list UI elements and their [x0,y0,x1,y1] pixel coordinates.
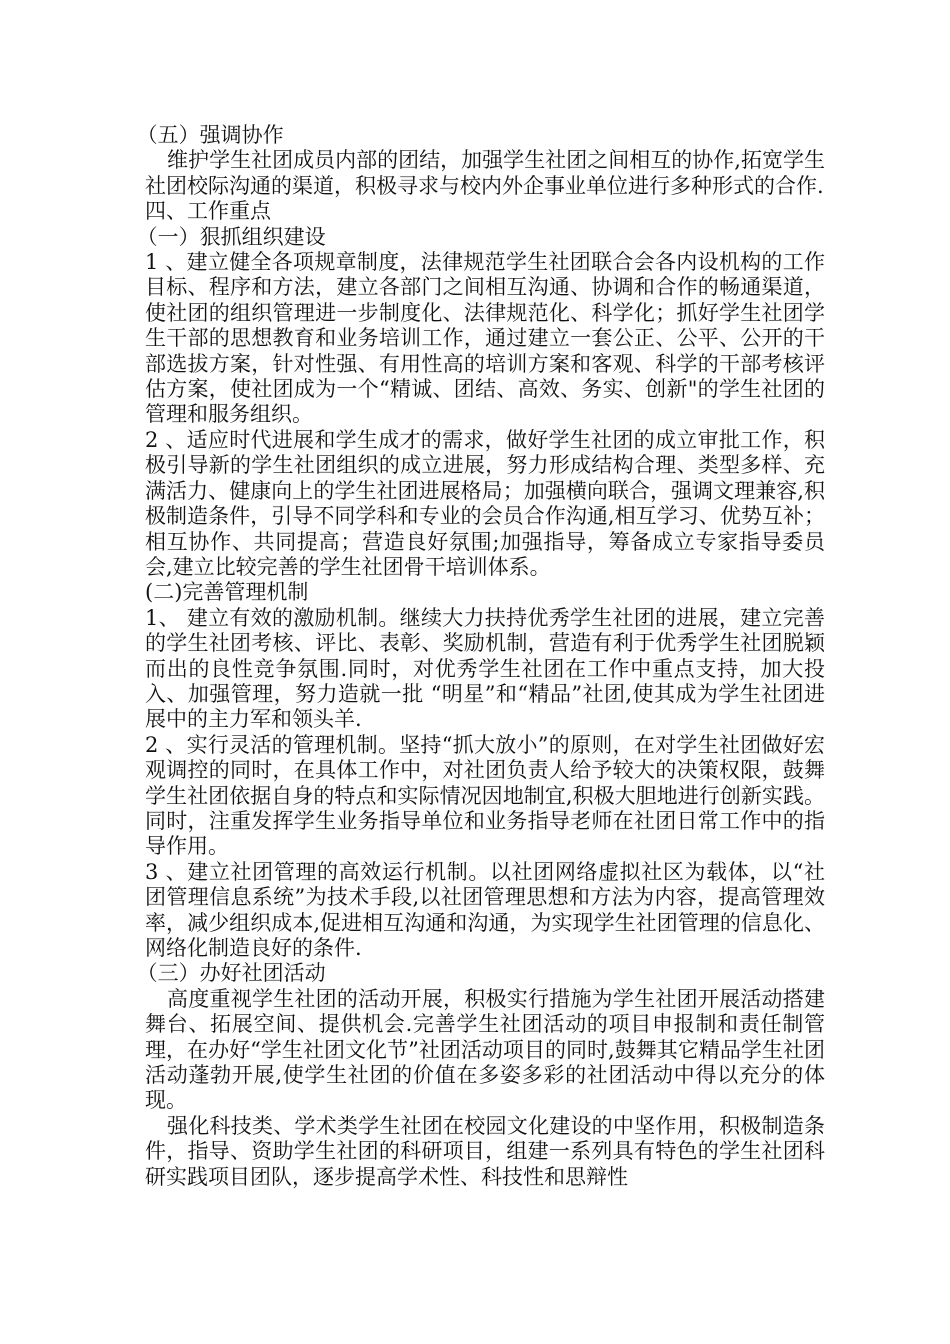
subsection-heading-organization: （一）狠抓组织建设 [136,224,326,249]
paragraph-management-3: 3 、建立社团管理的高效运行机制。以社团网络虚拟社区为载体，以“社团管理信息系统”为技术手段,以社团管理思想和方法为内容，提高管理效率，减少组织成本,促进相互沟通和沟通，为实现学生社团管理的信息化、网络化制造良好的条件. [145,859,825,960]
document-body [136,123,825,1190]
subsection-heading-management: (二)完善管理机制 [145,580,309,605]
paragraph-activities-2: 强化科技类、学术类学生社团在校园文化建设的中坚作用，积极制造条件，指导、资助学生社团的科研项目，组建一系列具有特色的学生社团科研实践项目团队，逐步提高学术性、科技性和思辩性 [145,1113,825,1189]
paragraph-activities-1: 高度重视学生社团的活动开展，积极实行措施为学生社团开展活动搭建舞台、拓展空间、提供机会.完善学生社团活动的项目申报制和责任制管理，在办好“学生社团文化节”社团活动项目的同时,鼓舞其它精品学生社团活动蓬勃开展,使学生社团的价值在多姿多彩的社团活动中得以充分的体现。 [145,986,825,1113]
subsection-heading-activities: （三）办好社团活动 [136,961,326,986]
paragraph-management-1: 1、 建立有效的激励机制。继续大力扶持优秀学生社团的进展，建立完善的学生社团考核、评比、表彰、奖励机制，营造有利于优秀学生社团脱颖而出的良性竞争氛围.同时，对优秀学生社团在工作中重点支持，加大投入、加强管理，努力造就一批 “明星”和“精品”社团,使其成为学生社团进展中的主力军和领头羊. [145,605,825,732]
section-heading-work-focus: 四、工作重点 [145,199,271,224]
paragraph-management-2: 2 、实行灵活的管理机制。坚持“抓大放小”的原则，在对学生社团做好宏观调控的同时，在具体工作中，对社团负责人给予较大的决策权限，鼓舞学生社团依据自身的特点和实际情况因地制宜,积极大胆地进行创新实践。同时，注重发挥学生业务指导单位和业务指导老师在社团日常工作中的指导作用。 [145,732,825,859]
paragraph-organization-1: 1 、建立健全各项规章制度，法律规范学生社团联合会各内设机构的工作目标、程序和方法，建立各部门之间相互沟通、协调和合作的畅通渠道，使社团的组织管理进一步制度化、法律规范化、科学化；抓好学生社团学生干部的思想教育和业务培训工作，通过建立一套公正、公平、公开的干部选拔方案，针对性强、有用性高的培训方案和客观、科学的干部考核评估方案，使社团成为一个“精诚、团结、高效、务实、创新"的学生社团的管理和服务组织。 [145,250,825,427]
paragraph-organization-2: 2 、适应时代进展和学生成才的需求，做好学生社团的成立审批工作，积极引导新的学生社团组织的成立进展，努力形成结构合理、类型多样、充满活力、健康向上的学生社团进展格局；加强横向联合，强调文理兼容,积极制造条件，引导不同学科和专业的会员合作沟通,相互学习、优势互补；相互协作、共同提高；营造良好氛围;加强指导，筹备成立专家指导委员会,建立比较完善的学生社团骨干培训体系。 [145,427,825,579]
paragraph-cooperation: 维护学生社团成员内部的团结，加强学生社团之间相互的协作,拓宽学生社团校际沟通的渠道，积极寻求与校内外企事业单位进行多种形式的合作. [145,148,825,198]
section-heading-strengthen-cooperation: （五）强调协作 [136,123,284,147]
